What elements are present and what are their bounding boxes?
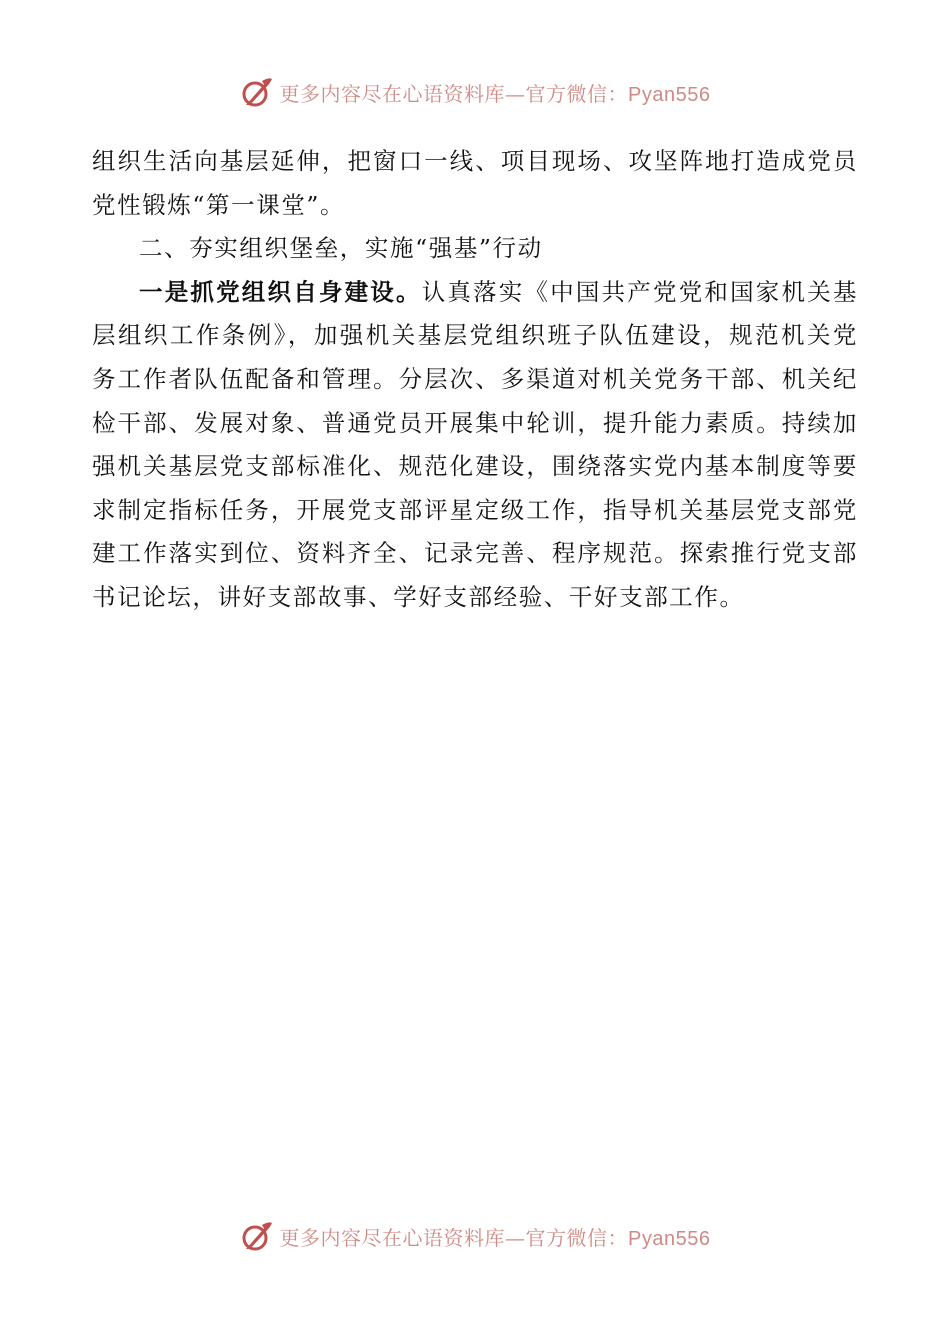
paragraph-text: 认真落实《中国共产党党和国家机关基层组织工作条例》，加强机关基层党组织班子队伍建设，规范机关党务工作者队伍配备和管理。分层次、多渠道对机关党务干部、机关纪检干部、发展对象、普通党员开展集中轮训，提升能力素质。持续加强机关基层党支部标准化、规范化建设，围绕落实党内基本制度等要求制定指标任务，开展党支部评星定级工作，指导机关基层党支部党建工作落实到位、资料齐全、记录完善、程序规范。探索推行党支部书记论坛，讲好支部故事、学好支部经验、干好支部工作。 — [92, 277, 858, 611]
quill-logo-icon — [240, 75, 274, 109]
quill-logo-icon — [240, 1219, 274, 1253]
watermark-text: 更多内容尽在心语资料库—官方微信：Pyan556 — [279, 1225, 711, 1250]
paragraph-lead: 一是抓党组织自身建设。 — [139, 277, 422, 306]
paragraph: 组织生活向基层延伸，把窗口一线、项目现场、攻坚阵地打造成党员党性锻炼“第一课堂”。 — [92, 147, 858, 219]
watermark-text: 更多内容尽在心语资料库—官方微信：Pyan556 — [279, 81, 711, 106]
paragraph — [92, 271, 858, 620]
footer-watermark — [0, 1216, 950, 1256]
header-watermark — [0, 72, 950, 112]
section-heading: 二、夯实组织堡垒，实施“强基”行动 — [139, 234, 543, 263]
document-body — [92, 140, 858, 620]
